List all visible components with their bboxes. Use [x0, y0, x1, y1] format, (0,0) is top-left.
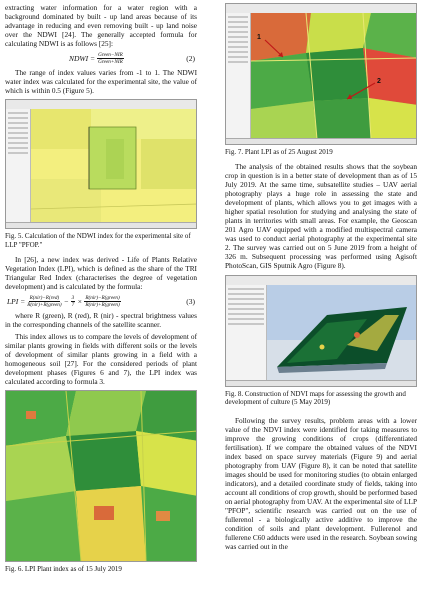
- lpi-f1-denominator: R(nir)+R(green): [27, 301, 62, 308]
- figure-5-ndwi-screenshot: [5, 99, 197, 229]
- para-range: The range of index values varies from -1 to 1. The NDWI water index was calculated for the experimental site, the value of which is within 0.5 (Figure 5).: [5, 68, 197, 95]
- fig5-caption: Fig. 5. Calculation of the NDWI index for the experimental site of LLP "PFOP.": [5, 232, 191, 249]
- fig7-caption: Fig. 7. Plant LPI as of 25 August 2019: [225, 148, 333, 156]
- lpi-map-august: [251, 13, 417, 139]
- figure-8-ndvi-3d-model: [225, 275, 417, 387]
- lpi-f2-numerator: 3: [71, 294, 75, 301]
- ndwi-fraction: [97, 52, 124, 65]
- lpi-f3-denominator: R(nir)+R(green): [85, 301, 120, 308]
- lpi-fraction-1: [27, 295, 61, 308]
- figure-7-lpi-screenshot: [225, 3, 417, 145]
- lpi-f3-numerator: R(nir)−R(green): [85, 294, 120, 301]
- para-compare: This index allows us to compare the levels of development of similar plants growing in fields with different soils or the levels of development of similar plants growing in a field with a homogeneous soil [27]. For the considered periods of plant development phases (Figures 6 and 7), the LPI index was calculated according to formula 3.: [5, 332, 197, 387]
- fig8-caption: Fig. 8. Construction of NDVI maps for assessing the growth and development of culture (5 May 2019): [225, 389, 406, 407]
- equation-ndwi: [5, 48, 197, 68]
- photoscan-statusbar: [226, 380, 416, 386]
- lpi-equation-number: (3): [186, 296, 195, 306]
- lpi-f1-numerator: R(nir)−R(red): [29, 294, 60, 301]
- para-intro: extracting water information for a water region with a background dominated by built - up land areas because of its advantage in reducing and even removing built - up land noise over the NDWI [24]. The generally accepted formula for calculating NDWI is as follows [25]:: [5, 3, 197, 48]
- layers-panel: [226, 13, 251, 144]
- right-column: [225, 0, 417, 551]
- para-following: Following the survey results, problem areas with a lower value of the NDVI index were identified for taking measures to improve the growing conditions of crops (differentiated fertilisation). If we compare the obtained values of the NDVI index based on space survey materials (Figure 9) and aerial photography from UAV (Figure 8), it can be noted that satellite images should be used for monitoring studies (to obtain enlarged indicators), and a detailed coordinate study of fields, taking into account all conditions of crop growth, should be performed based on aerial photography from UAV. At the experimental site of LLP "PFOP", scientific research was carried out on the use of fullerenol - a biologically active additive to improve the condition of soils and plant development. Fullerenol and fullerene C60 adducts were used in the research. Soybean sowing was carried out in the: [225, 415, 417, 551]
- ndwi-map: [31, 109, 197, 223]
- para-lpi: In [26], a new index was derived - Life of Plants Relative Vegetation Index (LPI), which is defined as the share of the TRI Triangular Red Index (characterises the degree of vegetation development) and is calculated by the formula:: [5, 255, 197, 292]
- ndwi-numerator: Green−NIR: [98, 51, 123, 58]
- figure-6-lpi-map: [5, 390, 197, 562]
- para-where: where R (green), R (red), R (nir) - spectral brightness values in the corresponding channels of the satellite scanner.: [5, 311, 197, 330]
- lpi-times: ×: [77, 296, 83, 306]
- fig7-marker-2: 2: [377, 78, 381, 85]
- lpi-lhs: LPI =: [7, 296, 26, 306]
- ndwi-denominator: Green+NIR: [98, 58, 123, 65]
- gis-statusbar: [6, 222, 196, 228]
- lpi-fraction-2: [71, 295, 76, 308]
- workspace-panel: [226, 285, 267, 386]
- fig7-marker-1: 1: [257, 34, 261, 41]
- gis-statusbar: [226, 138, 416, 144]
- para-analysis: The analysis of the obtained results shows that the soybean crop in question is in a better state of development than as of 15 July 2019. At the same time, subsatellite studies – UAV aerial photography plays a huge role in assessing the state and development of plants, which allows you to get images with a higher spatial resolution for studying and analysing the state of plants in territories with small areas. For example, the Geoscan 201 Agro UAV equipped with a modified multispectral camera was used to conduct aerial photography at the experimental site 2. The survey was carried out on 5 June 2019 from a height of 326 m. Subsequent processing was performed using Agisoft PhotoScan, GIS Sputnik Agro (Figure 8).: [225, 161, 417, 270]
- lpi-map-july: [6, 391, 197, 561]
- lpi-minus: −: [63, 296, 69, 306]
- lpi-fraction-3: [84, 295, 120, 308]
- equation-lpi: [5, 291, 197, 311]
- ndvi-3d-view: [267, 285, 417, 381]
- layers-panel: [6, 109, 31, 228]
- lpi-f2-denominator: 7: [71, 301, 75, 308]
- ndwi-equation-number: (2): [186, 53, 195, 63]
- fig6-caption: Fig. 6. LPI Plant index as of 15 July 2019: [5, 565, 122, 574]
- left-column: [5, 0, 197, 574]
- ndwi-lhs: NDWI =: [69, 53, 96, 63]
